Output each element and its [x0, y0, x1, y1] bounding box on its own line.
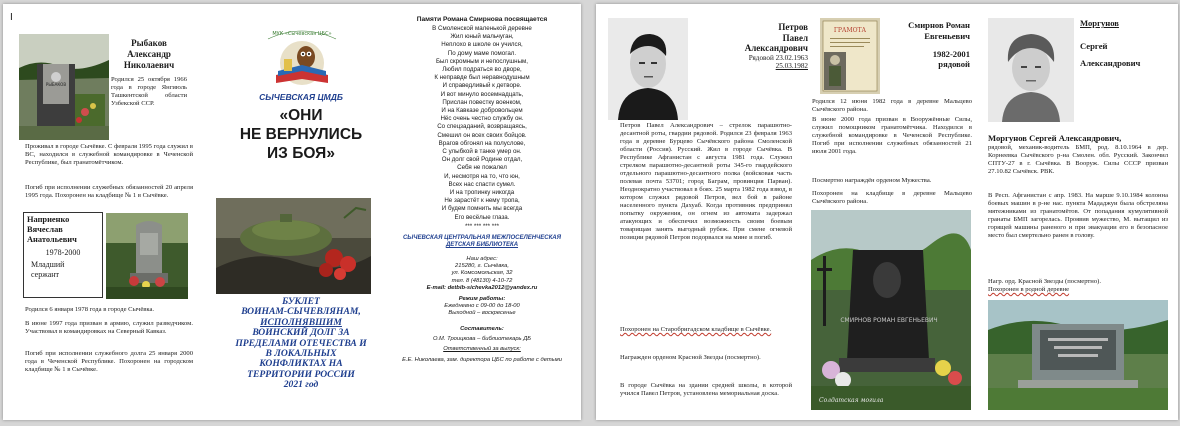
cursor-mark: I — [10, 12, 13, 23]
library-line-1: СЫЧЕВСКАЯ ЦЕНТРАЛЬНАЯ МЕЖПОСЕЛЕНЧЕСКАЯ — [402, 235, 562, 241]
rybakov-name-box — [110, 38, 188, 71]
naprienko-years: 1978-2000 — [45, 248, 81, 257]
petrov-photo — [608, 18, 688, 120]
smirnov-paragraph-2: В июне 2000 года призван в Вооружённые Силы, служил помощником гранатомётчика. Находился в служебной командировке в Чеченской Республике. Погиб при исполнении служебных обязанностей 21 июля 2001 года. — [812, 116, 972, 155]
poem-line: Со спецзаданий, возвращаясь, — [437, 123, 527, 131]
naprienko-paragraph-1: Родился 6 января 1978 года в городе Сычёвка. — [25, 306, 155, 313]
subtitle-line-8: ТЕРРИТОРИИ РОССИИ — [247, 368, 355, 380]
poem-line: Его весёлые глаза. — [454, 213, 510, 221]
grave-inscription: СМИРНОВ РОМАН ЕВГЕНЬЕВИЧ — [840, 317, 938, 324]
right-page — [596, 4, 1178, 420]
smirnov-grave-photo — [811, 210, 971, 410]
poem-line: И на тропинку никогда — [449, 189, 515, 197]
petrov-date-1: Рядовой 23.02.1963 — [748, 53, 808, 62]
petrov-paragraph-4: В городе Сычёвка на здании средней школы, в которой учился Павел Петров, установлена мемориальная доска. — [620, 382, 792, 397]
morgunov-header — [1074, 18, 1168, 69]
poem-line: Нёс очень честно службу он. — [440, 115, 524, 123]
morgunov-name-line-2: Сергей — [1080, 41, 1108, 51]
naprienko-name-line-3: Анатольевич — [27, 235, 77, 244]
smirnov-paragraph-4: Похоронен на кладбище в деревне Мальцево Сычёвского района. — [812, 190, 972, 205]
rybakov-paragraph-2: Погиб при исполнении служебных обязанностей 20 апреля 1995 года. Похоронен на кладбище № 1 в Сычёвке. — [25, 184, 193, 199]
poem-line: И справедливый к детворе. — [442, 82, 522, 90]
booklet-title — [215, 106, 387, 163]
smirnov-certificate-photo — [820, 18, 880, 94]
naprienko-rank-line-1: Младший — [31, 260, 65, 269]
subtitle-line-9: 2021 год — [283, 379, 319, 391]
certificate-label: ГРАМОТА — [833, 27, 867, 34]
svg-text:РЫБАКОВ: РЫБАКОВ — [45, 82, 67, 87]
subtitle-line-5: ПРЕДЕЛАМИ ОТЕЧЕСТВА И — [235, 337, 367, 349]
poem-line: Себя не пожалел — [457, 164, 507, 172]
address-block — [389, 256, 575, 292]
dedication: Памяти Романа Смирнова посвящается — [416, 16, 548, 23]
poem-line: И вот минуло восемнадцать, — [440, 90, 524, 98]
poem-line: С улыбкой в танке умер он. — [442, 148, 522, 156]
responsible-label: Ответственный за выпуск: — [443, 346, 521, 353]
rybakov-name-line-2: Александр — [127, 49, 171, 59]
smirnov-years: 1982-2001 — [932, 49, 970, 59]
title-line-1: «ОНИ — [279, 107, 323, 124]
morgunov-paragraph-2: В Респ. Афганистан с апр. 1983. На марше 9.10.1984 колонна боевых машин в р-не нас. пункта Мададжуи была обстреляна мятежниками из гранатомётов. От попадания кумулятивной гранаты БМП загорелась. Проявив мужество, М. вытащил из горящей машины раненого и при эвакуации его в безопасное место был смертельно ранен в голову. — [988, 192, 1168, 239]
poem-line: И, несмотря на то, что юн, — [444, 172, 520, 180]
library-logo — [262, 21, 342, 91]
poem-line: Не зарастёт к нему тропа, — [444, 197, 520, 205]
email-link[interactable]: E-mail: detbib-sichevka2012@yandex.ru — [426, 284, 538, 291]
morgunov-name-line-1: Моргунов — [1080, 18, 1119, 28]
naprienko-name-line-1: Наприенко — [27, 215, 70, 224]
address-label: Наш адрес: — [466, 256, 498, 262]
poem-line: К неправде был неравнодушным — [434, 74, 530, 82]
morgunov-paragraph-4: Похоронен в родной деревне — [988, 286, 1070, 293]
smirnov-header — [884, 20, 970, 69]
petrov-name-line-2: Павел — [782, 32, 808, 43]
morgunov-paragraph-1: рядовой, механик-водитель БМП, род. 8.10.1964 в дер. Корнеевка Сычёвского р-на Смолен. обл. Русский. Закончил СПТУ-27 в г. Сычёвка. В Вооруж. Силы СССР призван 27.10.82 Сычёвск. РВК. — [988, 144, 1168, 175]
poem-stars: *** *** *** *** — [464, 223, 500, 230]
poem — [389, 25, 575, 222]
smirnov-paragraph-1: Родился 12 июня 1982 года в деревне Мальцево Сычёвского района. — [812, 98, 972, 113]
schedule-block — [389, 296, 575, 318]
poem-line: Врагов обгонял на полуслове, — [438, 139, 526, 147]
morgunov-photo — [988, 18, 1074, 122]
naprienko-rank-line-2: сержант — [31, 270, 60, 279]
grave-caption: Солдатская могила — [819, 397, 884, 404]
morgunov-heading: Моргунов Сергей Александрович, — [988, 133, 1122, 143]
address-line-2: ул. Комсомольская, 32 — [451, 270, 513, 277]
poem-line: И на Кавказе добровольцем — [441, 107, 523, 115]
petrov-paragraph-1: Петров Павел Александрович – стрелок парашютно-десантной роты, гвардии рядовой. Родился 23 февраля 1963 года в деревне Бурцево Сычёвского района Смоленской области (Россия). Русский. Жил в городе Сычёвка. В Республике Афганистан с августа 1981 года. Служил стрелком парашютно-десантной роты 345-го гвардейского отдельного парашютно-десантного полка (войсковая часть полевая почта 53701; город Баграм, провинция Парван). Неоднократно участвовал в боях. 25 марта 1982 года взвод, в котором служил рядовой Петров, вел бой в районе населенного пункта Дахуаб. Когда противник предпринял попытку окружения, он огнем из автомата задержал атакующих и обеспечил возможность своим боевым товарищам занять выгодный рубеж. При смене огневой позиции рядовой Петров подорвался на мине и погиб. — [620, 122, 792, 241]
subtitle-line-1: БУКЛЕТ — [282, 296, 320, 307]
naprienko-paragraph-2: В июне 1997 года призван в армию, служил разведчиком. Участвовал в командировках на Северный Кавказ. — [25, 320, 193, 335]
rybakov-birth: Родился 25 октября 1966 года в городе Янгиюль Ташкентской области Узбекской ССР. — [111, 76, 187, 107]
schedule-line-1: Ежедневно с 09-00 до 18-00 — [444, 303, 520, 310]
poem-line: Был скромным и непослушным, — [435, 57, 529, 65]
smirnov-name-line-1: Смирнов Роман — [908, 20, 970, 30]
poem-line: Жил юный мальчуган, — [450, 33, 514, 41]
poem-line: Прислан повестку военком, — [442, 98, 522, 106]
library-name — [389, 235, 575, 249]
naprienko-paragraph-3: Погиб при исполнении служебного долга 25 января 2000 года в Чеченской Республике. Похоронен на городском кладбище № 1 в Сычёвке. — [25, 350, 193, 373]
library-line-2: ДЕТСКАЯ БИБЛИОТЕКА — [445, 242, 519, 249]
smirnov-rank: рядовой — [938, 59, 970, 69]
petrov-paragraph-3: Награжден орденом Красной Звезды (посмертно). — [620, 354, 761, 361]
petrov-date-2: 25.03.1982 — [775, 62, 808, 71]
morgunov-name-line-3: Александрович — [1080, 58, 1141, 68]
naprienko-name-line-2: Вячеслав — [27, 225, 63, 234]
address-line-1: 215280, г. Сычёвка, — [455, 263, 509, 270]
left-page — [3, 4, 581, 420]
rybakov-photo — [19, 34, 109, 140]
rybakov-name-line-3: Николаевич — [123, 60, 175, 70]
cover-photo — [216, 198, 371, 294]
logo-text: МУК «Сычёвская ЦБС» — [272, 31, 332, 37]
subtitle-line-3: ИСПОЛНЯВШИМ — [260, 316, 342, 328]
poem-line: И будем помнить мы всегда — [441, 205, 523, 213]
org-name: СЫЧЕВСКАЯ ЦМДБ — [259, 92, 343, 102]
title-line-3: ИЗ БОЯ» — [267, 145, 335, 162]
poem-line: Любил подраться во дворе, — [442, 66, 522, 74]
petrov-name-line-1: Петров — [778, 22, 808, 32]
morgunov-grave-photo — [988, 300, 1168, 410]
naprienko-grave-photo — [106, 213, 188, 299]
booklet-subtitle — [215, 297, 387, 391]
title-line-2: НЕ ВЕРНУЛИСЬ — [239, 126, 363, 143]
rybakov-name-line-1: Рыбаков — [131, 38, 167, 48]
petrov-name-line-3: Александрович — [744, 43, 808, 53]
schedule-label: Режим работы: — [458, 296, 506, 302]
smirnov-paragraph-3: Посмертно награждён орденом Мужества. — [812, 177, 932, 184]
subtitle-line-6: В ЛОКАЛЬНЫХ — [265, 348, 337, 360]
address-line-3: тел. 8 (48130) 4-10-72 — [451, 277, 513, 284]
subtitle-line-4: ВОИНСКИЙ ДОЛГ ЗА — [252, 327, 350, 339]
morgunov-paragraph-3: Нагр. орд. Красной Звезды (посмертно). — [988, 278, 1101, 285]
compiler-name: О.М. Троицкова – библиотекарь ДБ — [432, 336, 532, 343]
schedule-line-2: Выходной – воскресенье — [448, 310, 516, 317]
smirnov-name-line-2: Евгеньевич — [924, 30, 970, 41]
naprienko-name-box — [23, 212, 103, 298]
petrov-paragraph-2: Похоронен на Старобригадском кладбище в Сычёвке. — [620, 326, 772, 333]
poem-line: По дому маме помогал. — [447, 49, 517, 57]
poem-line: Смешил он всех своих бойцов. — [437, 131, 527, 139]
subtitle-line-2: ВОИНАМ-СЫЧЕВЛЯНАМ, — [241, 306, 361, 318]
poem-line: Неплохо в школе он учился, — [441, 41, 523, 49]
subtitle-line-7: КОНФЛИКТАХ НА — [259, 358, 343, 370]
compiler-block — [389, 326, 575, 364]
poem-line: Всех нас спасти сумел. — [448, 180, 516, 188]
petrov-header — [690, 22, 808, 71]
poem-line: Он долг свой Родине отдал, — [441, 156, 523, 164]
responsible-name: Е.Е. Николаева, зам. директора ЦБС по работе с детьми — [402, 356, 562, 363]
compiled-label: Составитель: — [460, 326, 504, 332]
rybakov-paragraph-1: Проживал в городе Сычёвке. С февраля 1995 года служил в ВС, находился в служебной командировке в Чеченской Республике, был гранатомётчиком. — [25, 143, 193, 166]
poem-line: В Смоленской маленькой деревне — [432, 25, 532, 32]
